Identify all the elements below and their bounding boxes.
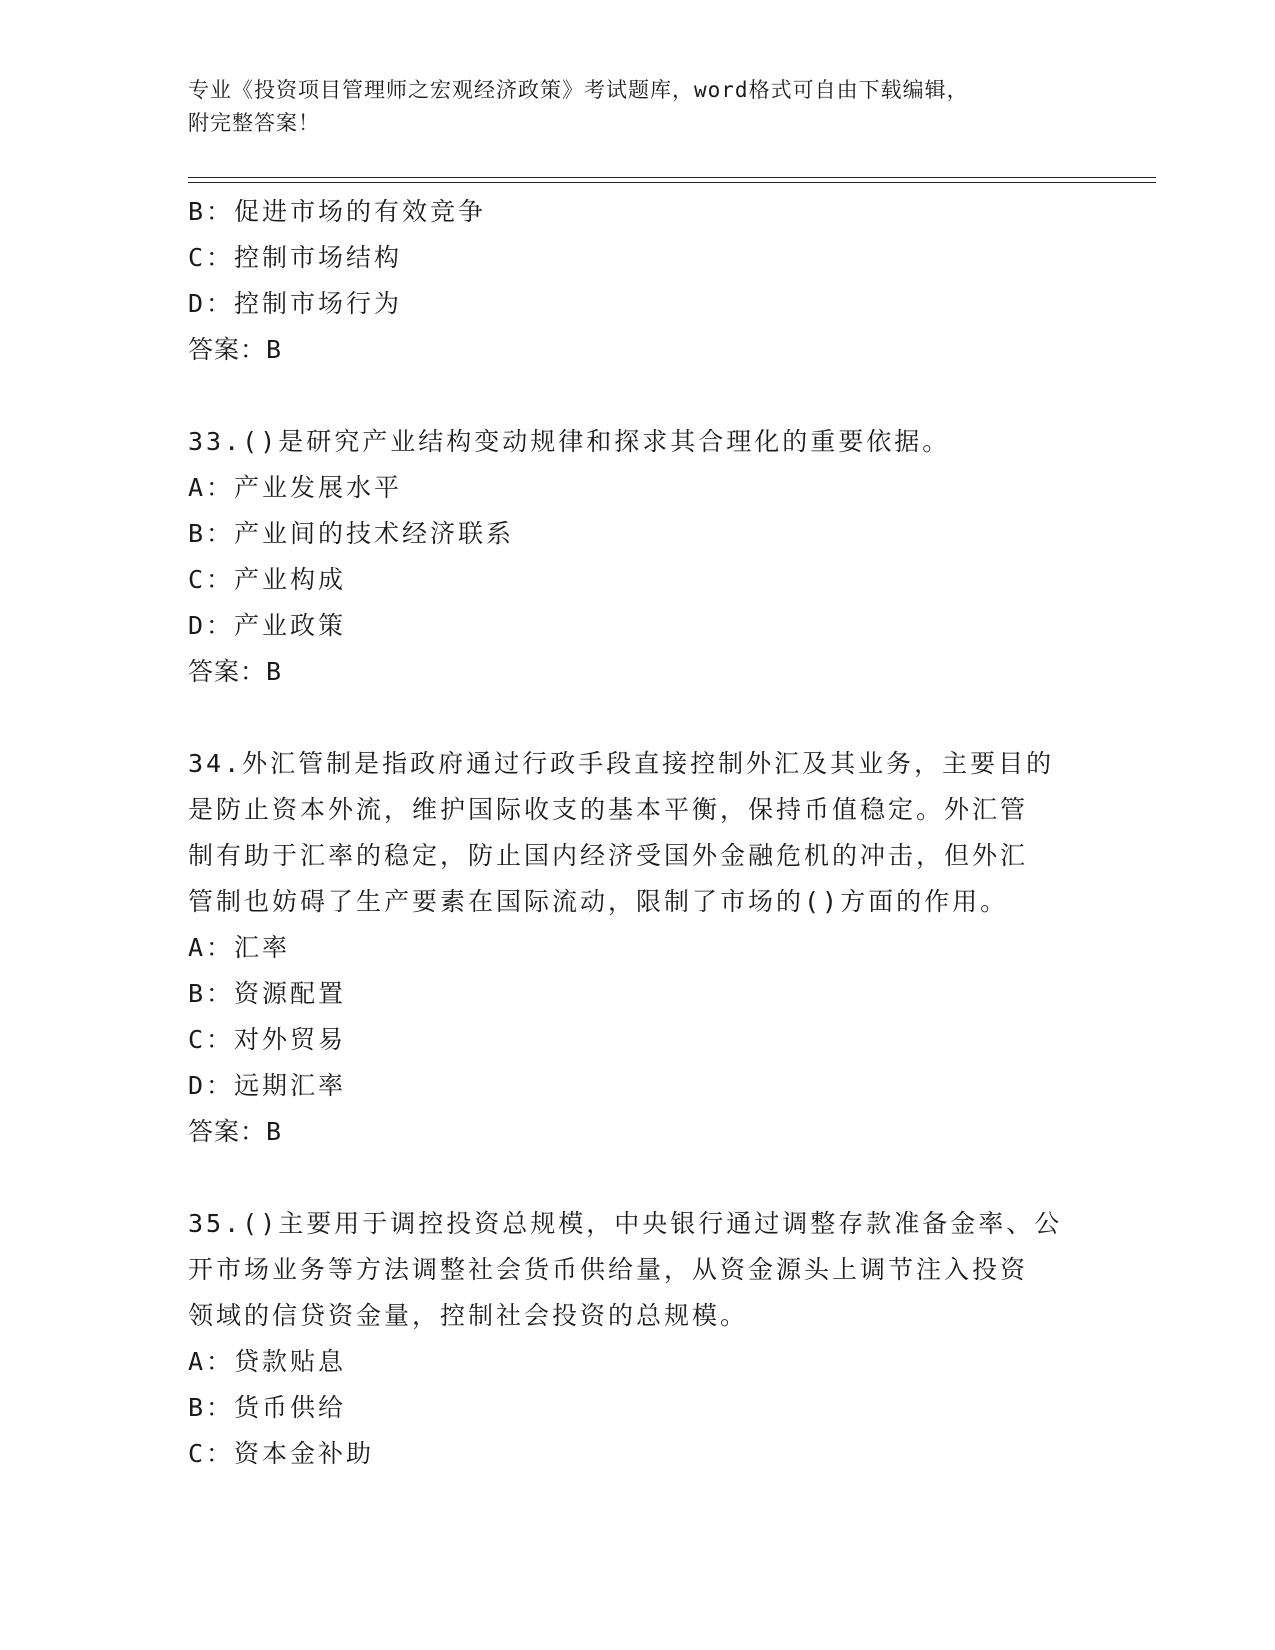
header-line-1: 专业《投资项目管理师之宏观经济政策》考试题库，word格式可自由下载编辑， — [188, 78, 969, 102]
answer-line: 答案：B — [188, 335, 283, 364]
question-stem-line: 管制也妨碍了生产要素在国际流动，限制了市场的()方面的作用。 — [188, 887, 1009, 916]
question-stem: 33.()是研究产业结构变动规律和探求其合理化的重要依据。 — [188, 427, 951, 456]
option-b: B：产业间的技术经济联系 — [188, 519, 515, 548]
question-stem-line: 是防止资本外流，维护国际收支的基本平衡，保持币值稳定。外汇管 — [188, 795, 1029, 824]
option-a: A：汇率 — [188, 933, 291, 962]
option-a: A：产业发展水平 — [188, 473, 403, 502]
spacer — [188, 695, 1088, 741]
header-rule-bottom — [188, 182, 1156, 183]
option-b: B：资源配置 — [188, 979, 347, 1008]
option-c: C：控制市场结构 — [188, 243, 403, 272]
header-line-2: 附完整答案！ — [188, 111, 320, 135]
option-a: A：贷款贴息 — [188, 1347, 347, 1376]
question-stem-line: 34.外汇管制是指政府通过行政手段直接控制外汇及其业务，主要目的 — [188, 749, 1055, 778]
question-33 — [188, 419, 1088, 695]
question-stem-line: 制有助于汇率的稳定，防止国内经济受国外金融危机的冲击，但外汇 — [188, 841, 1029, 870]
option-b: B：促进市场的有效竞争 — [188, 197, 487, 226]
option-b: B：货币供给 — [188, 1393, 347, 1422]
question-34 — [188, 741, 1088, 1155]
answer-line: 答案：B — [188, 657, 283, 686]
option-c: C：对外贸易 — [188, 1025, 347, 1054]
spacer — [188, 373, 1088, 419]
question-stem-line: 开市场业务等方法调整社会货币供给量，从资金源头上调节注入投资 — [188, 1255, 1029, 1284]
option-c: C：产业构成 — [188, 565, 347, 594]
question-list — [188, 189, 1088, 1477]
header-rule-top — [188, 177, 1156, 178]
spacer — [188, 1155, 1088, 1201]
question-stem-line: 35.()主要用于调控投资总规模，中央银行通过调整存款准备金率、公 — [188, 1209, 1063, 1238]
question-32-tail — [188, 189, 1088, 373]
option-d: D：产业政策 — [188, 611, 347, 640]
option-d: D：远期汇率 — [188, 1071, 347, 1100]
option-d: D：控制市场行为 — [188, 289, 403, 318]
document-header — [188, 74, 1088, 140]
question-35 — [188, 1201, 1088, 1477]
question-stem-line: 领域的信贷资金量，控制社会投资的总规模。 — [188, 1301, 749, 1330]
answer-line: 答案：B — [188, 1117, 283, 1146]
option-c: C：资本金补助 — [188, 1439, 375, 1468]
